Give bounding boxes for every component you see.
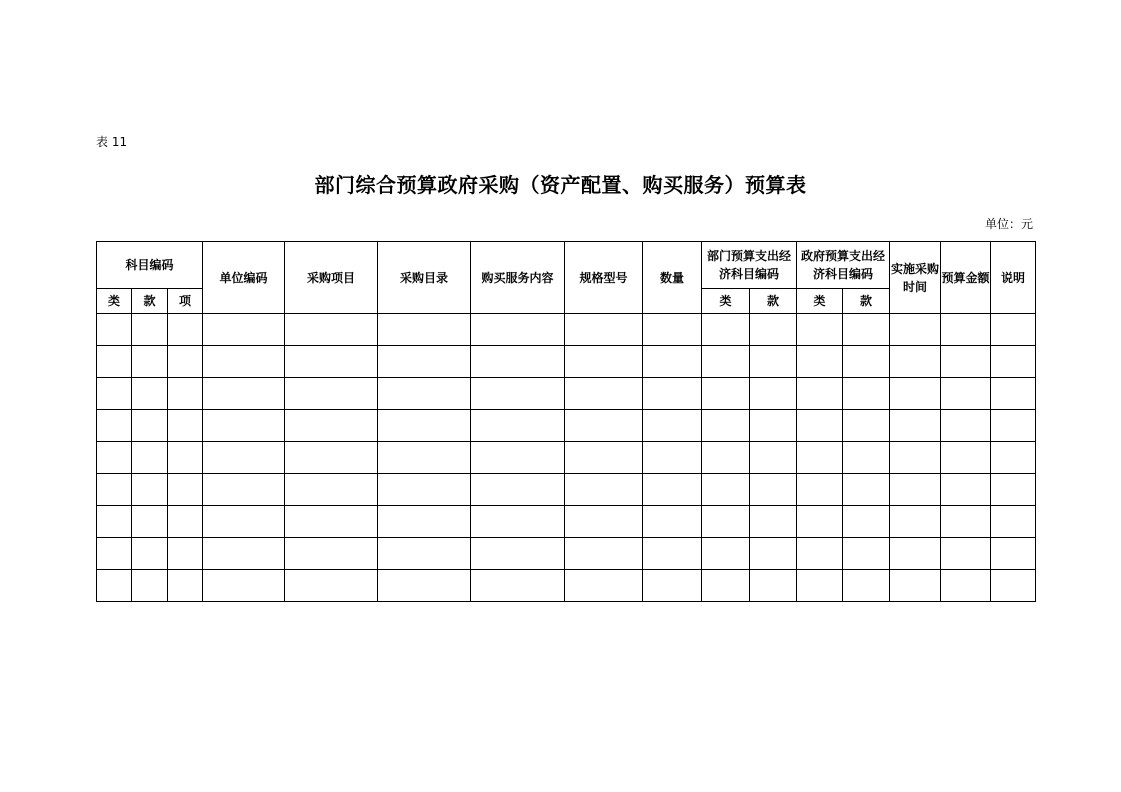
table-cell	[97, 506, 132, 538]
table-cell	[203, 378, 285, 410]
table-cell	[890, 474, 941, 506]
table-cell	[378, 378, 471, 410]
table-cell	[132, 314, 168, 346]
table-cell	[565, 570, 643, 602]
table-cell	[471, 378, 565, 410]
subheader-lei: 类	[97, 289, 132, 314]
table-cell	[97, 442, 132, 474]
table-cell	[750, 378, 797, 410]
table-cell	[890, 442, 941, 474]
table-cell	[643, 346, 702, 378]
table-cell	[941, 506, 991, 538]
header-quantity: 数量	[643, 242, 702, 314]
table-cell	[203, 474, 285, 506]
table-cell	[97, 538, 132, 570]
table-cell	[168, 506, 203, 538]
table-cell	[941, 410, 991, 442]
table-cell	[991, 346, 1036, 378]
header-unit-code: 单位编码	[203, 242, 285, 314]
table-cell	[471, 538, 565, 570]
table-cell	[702, 474, 750, 506]
table-row	[97, 378, 1036, 410]
table-cell	[168, 314, 203, 346]
table-cell	[843, 474, 890, 506]
table-cell	[565, 314, 643, 346]
table-cell	[168, 410, 203, 442]
header-spec-model: 规格型号	[565, 242, 643, 314]
page-title: 部门综合预算政府采购（资产配置、购买服务）预算表	[314, 173, 807, 197]
table-cell	[890, 314, 941, 346]
header-purchase-item: 采购项目	[285, 242, 378, 314]
table-cell	[941, 538, 991, 570]
table-cell	[378, 410, 471, 442]
table-cell	[797, 474, 843, 506]
table-cell	[797, 410, 843, 442]
table-cell	[203, 346, 285, 378]
header-gov-econ-code: 政府预算支出经济科目编码	[797, 242, 890, 289]
header-service-content: 购买服务内容	[471, 242, 565, 314]
table-cell	[203, 506, 285, 538]
table-cell	[750, 506, 797, 538]
table-cell	[843, 346, 890, 378]
table-cell	[97, 474, 132, 506]
table-cell	[750, 538, 797, 570]
table-cell	[797, 346, 843, 378]
table-cell	[991, 314, 1036, 346]
table-cell	[203, 570, 285, 602]
table-cell	[285, 410, 378, 442]
table-cell	[643, 538, 702, 570]
table-cell	[843, 314, 890, 346]
table-cell	[471, 410, 565, 442]
table-cell	[702, 314, 750, 346]
subheader-xiang: 项	[168, 289, 203, 314]
table-cell	[203, 538, 285, 570]
table-cell	[285, 506, 378, 538]
table-cell	[941, 346, 991, 378]
table-cell	[941, 442, 991, 474]
table-row	[97, 506, 1036, 538]
table-cell	[890, 410, 941, 442]
table-cell	[97, 570, 132, 602]
table-cell	[750, 346, 797, 378]
table-cell	[565, 410, 643, 442]
table-cell	[991, 442, 1036, 474]
table-cell	[890, 378, 941, 410]
table-cell	[797, 570, 843, 602]
table-cell	[285, 442, 378, 474]
table-cell	[890, 570, 941, 602]
table-cell	[843, 506, 890, 538]
table-cell	[203, 314, 285, 346]
table-cell	[132, 538, 168, 570]
table-cell	[991, 570, 1036, 602]
table-cell	[285, 378, 378, 410]
table-cell	[702, 378, 750, 410]
table-cell	[471, 314, 565, 346]
table-row	[97, 570, 1036, 602]
table-cell	[378, 346, 471, 378]
table-cell	[941, 570, 991, 602]
table-cell	[941, 378, 991, 410]
table-cell	[643, 442, 702, 474]
table-row	[97, 538, 1036, 570]
header-description: 说明	[991, 242, 1036, 314]
table-cell	[132, 570, 168, 602]
header-impl-time: 实施采购时间	[890, 242, 941, 314]
table-cell	[168, 378, 203, 410]
table-cell	[132, 442, 168, 474]
table-row	[97, 474, 1036, 506]
table-cell	[991, 474, 1036, 506]
table-cell	[132, 346, 168, 378]
table-row	[97, 346, 1036, 378]
table-cell	[285, 538, 378, 570]
table-cell	[565, 474, 643, 506]
table-row	[97, 314, 1036, 346]
table-row	[97, 410, 1036, 442]
table-cell	[797, 378, 843, 410]
table-cell	[702, 538, 750, 570]
table-cell	[97, 346, 132, 378]
table-cell	[843, 410, 890, 442]
table-cell	[702, 410, 750, 442]
header-subject-code: 科目编码	[97, 242, 203, 289]
table-cell	[843, 538, 890, 570]
table-body	[97, 314, 1036, 602]
table-cell	[471, 506, 565, 538]
table-cell	[471, 474, 565, 506]
table-cell	[750, 314, 797, 346]
table-cell	[643, 474, 702, 506]
table-cell	[132, 378, 168, 410]
table-cell	[378, 314, 471, 346]
table-cell	[991, 506, 1036, 538]
subheader-gov-lei: 类	[797, 289, 843, 314]
table-cell	[750, 474, 797, 506]
table-cell	[168, 346, 203, 378]
table-cell	[890, 538, 941, 570]
table-cell	[890, 506, 941, 538]
header-budget-amount: 预算金额	[941, 242, 991, 314]
table-cell	[797, 506, 843, 538]
table-cell	[941, 314, 991, 346]
table-cell	[168, 442, 203, 474]
table-cell	[471, 346, 565, 378]
table-cell	[565, 346, 643, 378]
subheader-gov-kuan: 款	[843, 289, 890, 314]
table-cell	[797, 314, 843, 346]
table-cell	[203, 410, 285, 442]
table-cell	[565, 378, 643, 410]
table-cell	[643, 506, 702, 538]
table-cell	[750, 442, 797, 474]
table-cell	[285, 474, 378, 506]
table-cell	[132, 506, 168, 538]
table-cell	[702, 506, 750, 538]
budget-table	[96, 241, 1036, 602]
table-cell	[132, 474, 168, 506]
table-cell	[565, 442, 643, 474]
table-cell	[285, 570, 378, 602]
table-cell	[643, 314, 702, 346]
table-cell	[702, 570, 750, 602]
table-cell	[471, 570, 565, 602]
table-cell	[991, 538, 1036, 570]
unit-label: 单位：元	[984, 217, 1033, 231]
table-cell	[168, 538, 203, 570]
table-cell	[843, 570, 890, 602]
table-cell	[643, 570, 702, 602]
table-cell	[750, 410, 797, 442]
table-cell	[565, 506, 643, 538]
table-cell	[378, 570, 471, 602]
table-cell	[97, 410, 132, 442]
table-cell	[643, 410, 702, 442]
table-cell	[378, 506, 471, 538]
header-purchase-catalog: 采购目录	[378, 242, 471, 314]
subheader-dept-kuan: 款	[750, 289, 797, 314]
table-cell	[97, 314, 132, 346]
table-cell	[702, 346, 750, 378]
table-cell	[97, 378, 132, 410]
table-cell	[132, 410, 168, 442]
table-cell	[843, 442, 890, 474]
table-cell	[941, 474, 991, 506]
table-cell	[285, 314, 378, 346]
table-cell	[168, 474, 203, 506]
table-number-label: 表 11	[96, 135, 128, 149]
table-cell	[797, 442, 843, 474]
table-cell	[991, 410, 1036, 442]
table-cell	[991, 378, 1036, 410]
table-cell	[797, 538, 843, 570]
table-cell	[565, 538, 643, 570]
table-cell	[471, 442, 565, 474]
header-dept-econ-code: 部门预算支出经济科目编码	[702, 242, 797, 289]
table-cell	[702, 442, 750, 474]
table-cell	[843, 378, 890, 410]
table-cell	[378, 442, 471, 474]
table-cell	[890, 346, 941, 378]
table-cell	[378, 474, 471, 506]
table-cell	[168, 570, 203, 602]
table-row	[97, 442, 1036, 474]
subheader-kuan: 款	[132, 289, 168, 314]
table-cell	[643, 378, 702, 410]
table-cell	[203, 442, 285, 474]
table-cell	[378, 538, 471, 570]
subheader-dept-lei: 类	[702, 289, 750, 314]
table-cell	[750, 570, 797, 602]
header-row	[97, 242, 1036, 289]
table-cell	[285, 346, 378, 378]
